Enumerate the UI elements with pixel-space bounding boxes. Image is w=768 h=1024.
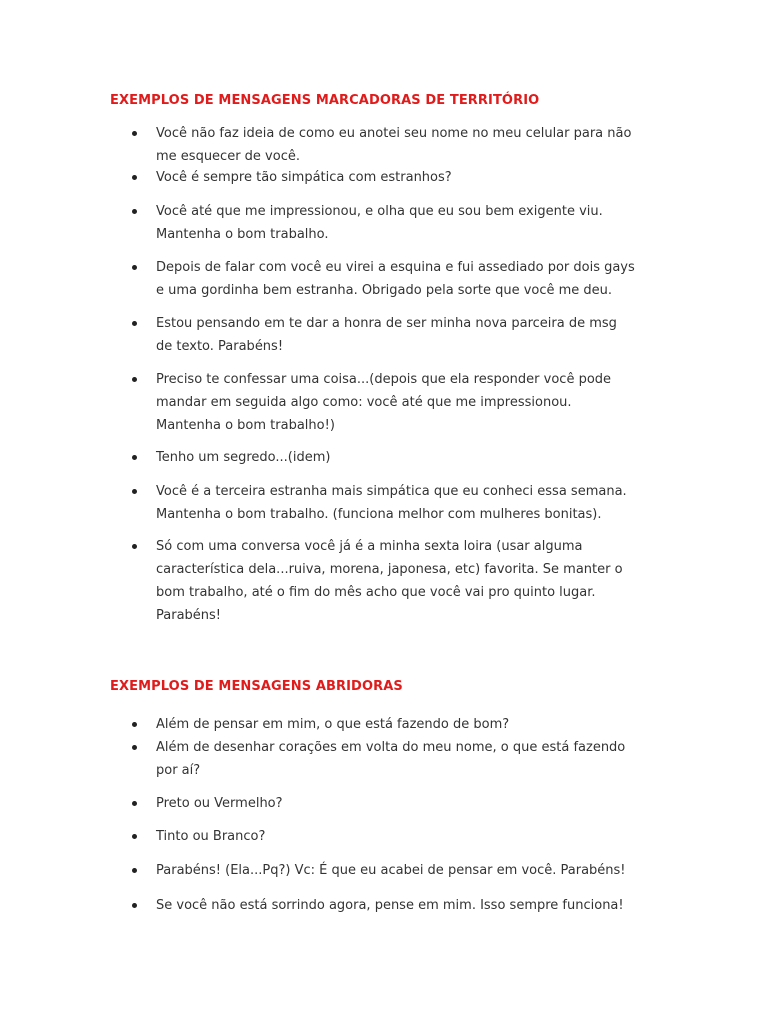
list-item-text: Mantenha o bom trabalho!) <box>156 418 335 433</box>
bullet-icon <box>132 455 137 460</box>
bullet-icon <box>132 265 137 270</box>
list-item-text: Só com uma conversa você já é a minha sexta loira (usar alguma <box>156 539 583 554</box>
section-heading-openers: EXEMPLOS DE MENSAGENS ABRIDORAS <box>110 679 403 694</box>
list-item-text: me esquecer de você. <box>156 149 300 164</box>
list-item-text: Tinto ou Branco? <box>156 829 266 844</box>
bullet-icon <box>132 903 137 908</box>
bullet-icon <box>132 801 137 806</box>
list-item <box>156 200 661 246</box>
list-item <box>156 312 661 358</box>
list-item <box>156 713 661 736</box>
list-item-text: e uma gordinha bem estranha. Obrigado pela sorte que você me deu. <box>156 283 613 298</box>
list-item-text: Preciso te confessar uma coisa...(depois que ela responder você pode <box>156 372 612 387</box>
list-item <box>156 256 661 302</box>
list-item <box>156 792 661 815</box>
list-item-text: Depois de falar com você eu virei a esquina e fui assediado por dois gays <box>156 260 635 275</box>
list-item <box>156 122 661 168</box>
list-item-text: Parabéns! (Ela...Pq?) Vc: É que eu acabei de pensar em você. Parabéns! <box>156 863 626 878</box>
bullet-icon <box>132 745 137 750</box>
bullet-icon <box>132 377 137 382</box>
list-item-text: Mantenha o bom trabalho. (funciona melhor com mulheres bonitas). <box>156 507 602 522</box>
list-item <box>156 894 661 917</box>
list-item-text: Estou pensando em te dar a honra de ser minha nova parceira de msg <box>156 316 617 331</box>
list-item-text: Você é a terceira estranha mais simpática que eu conheci essa semana. <box>156 484 627 499</box>
list-item <box>156 166 661 189</box>
list-item-text: Se você não está sorrindo agora, pense em mim. Isso sempre funciona! <box>156 898 624 913</box>
bullet-icon <box>132 544 137 549</box>
list-item <box>156 736 661 782</box>
list-item-text: por aí? <box>156 763 201 778</box>
bullet-icon <box>132 868 137 873</box>
list-item-text: característica dela...ruiva, morena, japonesa, etc) favorita. Se manter o <box>156 562 623 577</box>
list-item <box>156 535 661 627</box>
list-item-text: Parabéns! <box>156 608 222 623</box>
list-item-text: Preto ou Vermelho? <box>156 796 283 811</box>
bullet-icon <box>132 834 137 839</box>
list-item-text: Tenho um segredo...(idem) <box>156 450 331 465</box>
bullet-icon <box>132 175 137 180</box>
list-item-text: bom trabalho, até o fim do mês acho que você vai pro quinto lugar. <box>156 585 596 600</box>
list-item <box>156 368 661 437</box>
list-item-text: Você é sempre tão simpática com estranhos? <box>156 170 452 185</box>
list-item-text: Além de pensar em mim, o que está fazendo de bom? <box>156 717 510 732</box>
list-item <box>156 859 661 882</box>
list-item-text: Você não faz ideia de como eu anotei seu nome no meu celular para não <box>156 126 632 141</box>
list-item-text: Além de desenhar corações em volta do meu nome, o que está fazendo <box>156 740 626 755</box>
bullet-icon <box>132 209 137 214</box>
list-item-text: Você até que me impressionou, e olha que eu sou bem exigente viu. <box>156 204 603 219</box>
list-item <box>156 480 661 526</box>
bullet-icon <box>132 131 137 136</box>
bullet-icon <box>132 722 137 727</box>
bullet-icon <box>132 321 137 326</box>
section-heading-territory: EXEMPLOS DE MENSAGENS MARCADORAS DE TERRITÓRIO <box>110 93 540 108</box>
list-item <box>156 825 661 848</box>
list-item <box>156 446 661 469</box>
list-item-text: Mantenha o bom trabalho. <box>156 227 329 242</box>
bullet-icon <box>132 489 137 494</box>
list-item-text: mandar em seguida algo como: você até que me impressionou. <box>156 395 572 410</box>
list-item-text: de texto. Parabéns! <box>156 339 284 354</box>
